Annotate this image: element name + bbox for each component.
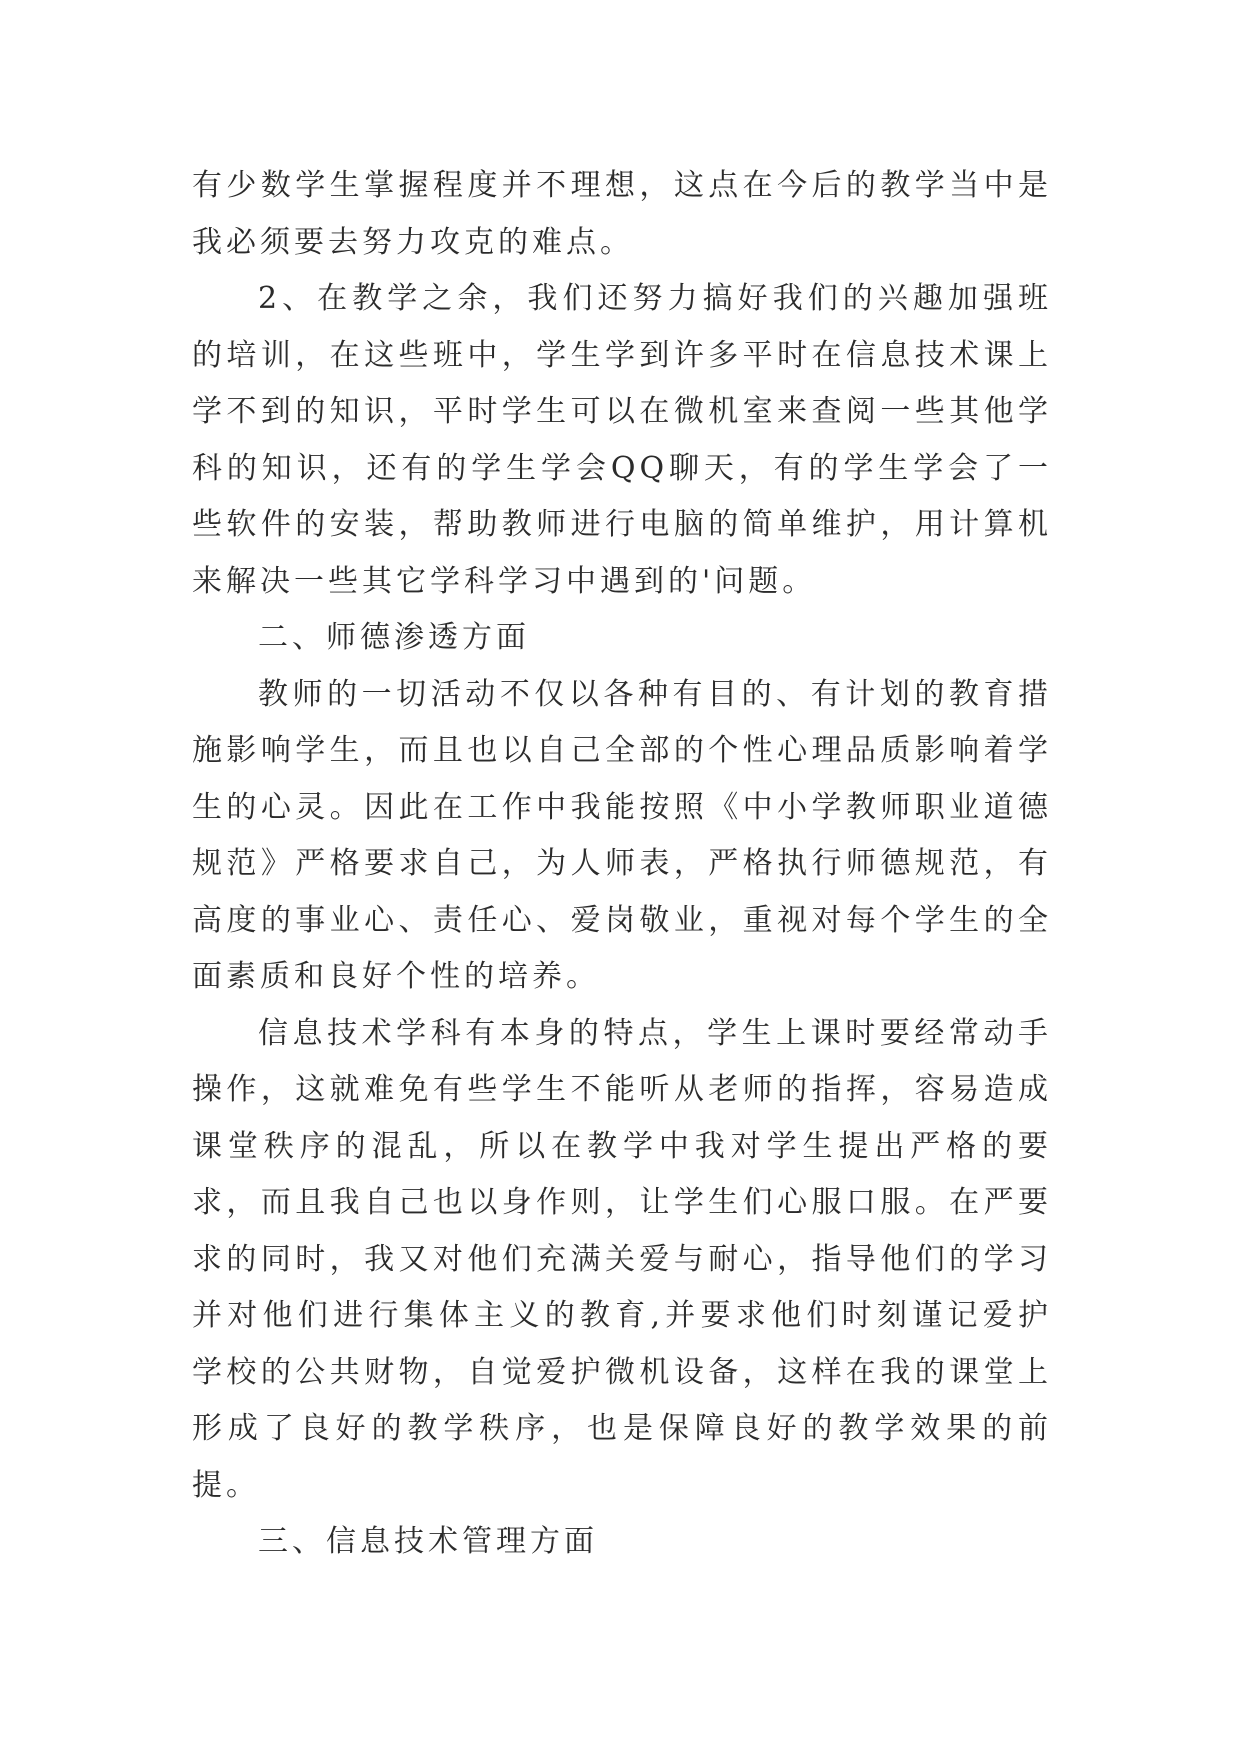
paragraph-classroom-discipline: 信息技术学科有本身的特点，学生上课时要经常动手操作，这就难免有些学生不能听从老师的指挥，容易造成课堂秩序的混乱，所以在教学中我对学生提出严格的要求，而且我自己也以身作则，让学生们心服口服。在严要求的同时，我又对他们充满关爱与耐心，指导他们的学习并对他们进行集体主义的教育,并要求他们时刻谨记爱护学校的公共财物，自觉爱护微机设备，这样在我的课堂上形成了良好的教学秩序，也是保障良好的教学效果的前提。 — [192, 1015, 1052, 1503]
document-body — [192, 158, 1052, 1571]
section-heading-teacher-ethics: 二、师德渗透方面 — [258, 620, 530, 655]
paragraph-teacher-ethics: 教师的一切活动不仅以各种有目的、有计划的教育措施影响学生，而且也以自己全部的个性心理品质影响着学生的心灵。因此在工作中我能按照《中小学教师职业道德规范》严格要求自己，为人师表，严格执行师德规范，有高度的事业心、责任心、爱岗敬业，重视对每个学生的全面素质和良好个性的培养。 — [192, 676, 1052, 994]
paragraph-interest-class: 2、在教学之余，我们还努力搞好我们的兴趣加强班的培训，在这些班中，学生学到许多平时在信息技术课上学不到的知识，平时学生可以在微机室来查阅一些其他学科的知识，还有的学生学会QQ聊天，有的学生学会了一些软件的安装，帮助教师进行电脑的简单维护，用计算机来解决一些其它学科学习中遇到的'问题。 — [192, 281, 1052, 599]
section-heading-it-management: 三、信息技术管理方面 — [258, 1524, 598, 1559]
paragraph-continuation: 有少数学生掌握程度并不理想，这点在今后的教学当中是我必须要去努力攻克的难点。 — [192, 168, 1052, 260]
